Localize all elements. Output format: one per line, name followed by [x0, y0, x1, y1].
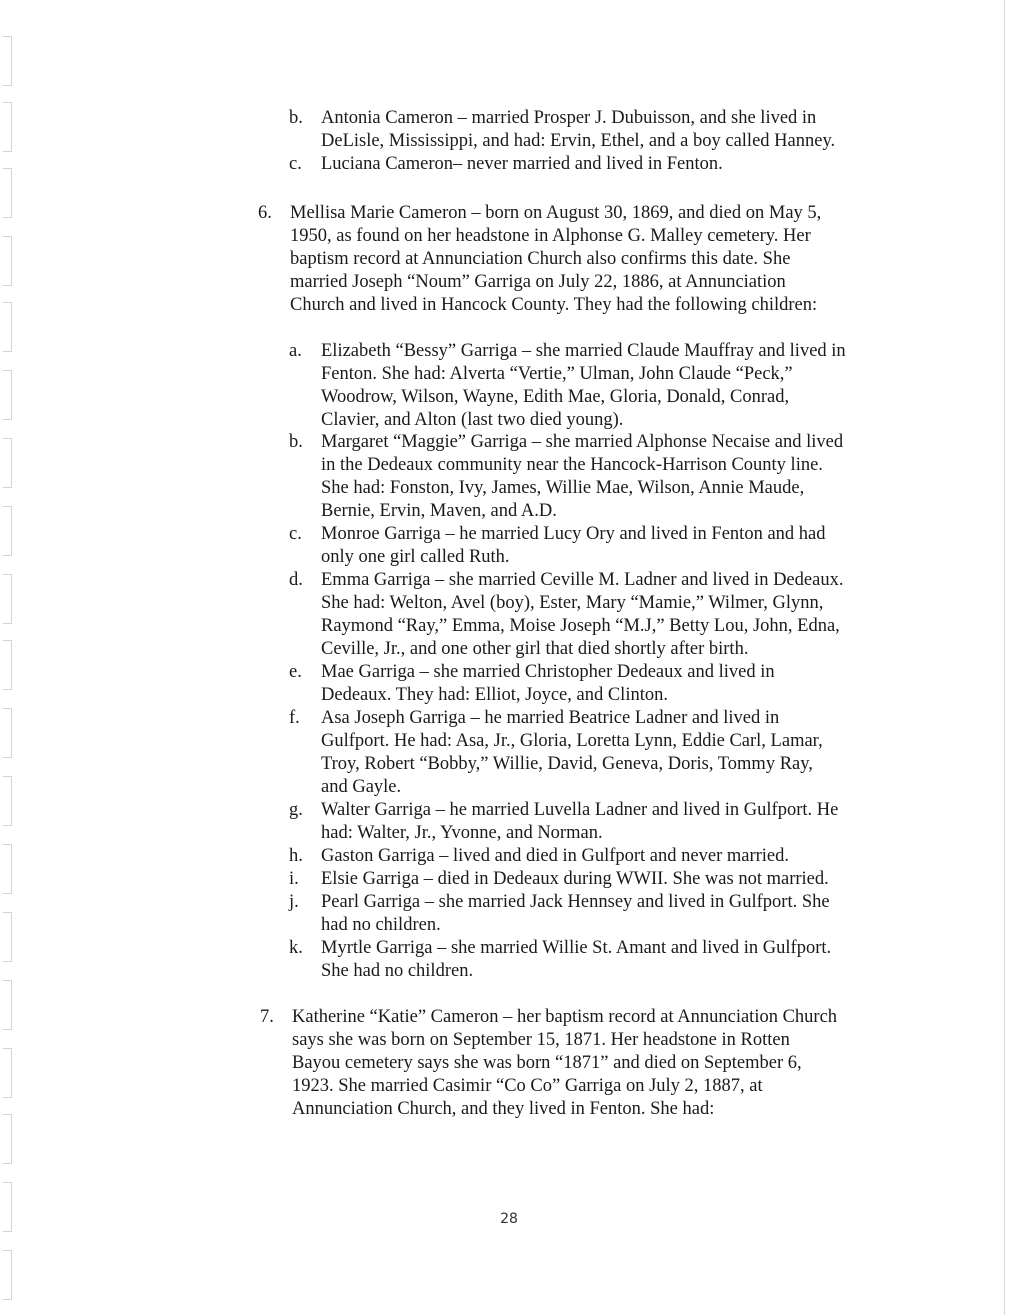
text-line: 1950, as found on her headstone in Alphonse G. Malley cemetery. Her [290, 226, 811, 246]
text-line: had: Walter, Jr., Yvonne, and Norman. [321, 823, 603, 843]
text-line: Mae Garriga – she married Christopher Dedeaux and lived in [321, 662, 775, 682]
text-line: only one girl called Ruth. [321, 547, 510, 567]
list-marker: j. [289, 892, 299, 912]
text-line: married Joseph “Noum” Garriga on July 22, 1886, at Annunciation [290, 272, 786, 292]
text-line: Antonia Cameron – married Prosper J. Dubuisson, and she lived in [321, 108, 817, 128]
text-line: Asa Joseph Garriga – he married Beatrice Ladner and lived in [321, 708, 780, 728]
list-marker: c. [289, 154, 302, 174]
text-line: Church and lived in Hancock County. They had the following children: [290, 295, 818, 315]
text-line: She had: Fonston, Ivy, James, Willie Mae, Wilson, Annie Maude, [321, 478, 805, 498]
list-marker: h. [289, 846, 303, 866]
text-line: had no children. [321, 915, 441, 935]
list-marker: 6. [258, 203, 272, 223]
text-line: Margaret “Maggie” Garriga – she married Alphonse Necaise and lived [321, 432, 844, 452]
text-line: Bayou cemetery says she was born “1871” and died on September 6, [292, 1053, 802, 1073]
list-marker: g. [289, 800, 303, 820]
list-marker: f. [289, 708, 300, 728]
text-line: Elsie Garriga – died in Dedeaux during WWII. She was not married. [321, 869, 829, 889]
text-line: Walter Garriga – he married Luvella Ladner and lived in Gulfport. He [321, 800, 839, 820]
text-line: Ceville, Jr., and one other girl that died shortly after birth. [321, 639, 749, 659]
text-line: Mellisa Marie Cameron – born on August 30, 1869, and died on May 5, [290, 203, 822, 223]
list-marker: b. [289, 108, 303, 128]
text-line: Troy, Robert “Bobby,” Willie, David, Geneva, Doris, Tommy Ray, [321, 754, 813, 774]
text-line: Monroe Garriga – he married Lucy Ory and lived in Fenton and had [321, 524, 826, 544]
text-line: in the Dedeaux community near the Hancock-Harrison County line. [321, 455, 823, 475]
text-line: Elizabeth “Bessy” Garriga – she married Claude Mauffray and lived in [321, 341, 846, 361]
text-line: baptism record at Annunciation Church also confirms this date. She [290, 249, 791, 269]
text-line: Bernie, Ervin, Maven, and A.D. [321, 501, 557, 521]
text-line: Pearl Garriga – she married Jack Hennsey and lived in Gulfport. She [321, 892, 830, 912]
text-line: Dedeaux. They had: Elliot, Joyce, and Clinton. [321, 685, 668, 705]
text-line: She had: Welton, Avel (boy), Ester, Mary “Mamie,” Wilmer, Glynn, [321, 593, 824, 613]
text-line: Myrtle Garriga – she married Willie St. Amant and lived in Gulfport. [321, 938, 832, 958]
list-marker: k. [289, 938, 303, 958]
text-line: and Gayle. [321, 777, 402, 797]
text-line: Woodrow, Wilson, Wayne, Edith Mae, Gloria, Donald, Conrad, [321, 387, 790, 407]
text-line: Luciana Cameron– never married and lived in Fenton. [321, 154, 723, 174]
text-line: Gulfport. He had: Asa, Jr., Gloria, Loretta Lynn, Eddie Carl, Lamar, [321, 731, 823, 751]
text-line: She had no children. [321, 961, 474, 981]
text-line: says she was born on September 15, 1871. Her headstone in Rotten [292, 1030, 790, 1050]
text-line: Raymond “Ray,” Emma, Moise Joseph “M.J,” Betty Lou, John, Edna, [321, 616, 840, 636]
text-line: Emma Garriga – she married Ceville M. Ladner and lived in Dedeaux. [321, 570, 844, 590]
page-number: 28 [500, 1211, 518, 1227]
list-marker: c. [289, 524, 302, 544]
list-marker: e. [289, 662, 302, 682]
list-marker: 7. [260, 1007, 274, 1027]
text-line: 1923. She married Casimir “Co Co” Garriga on July 2, 1887, at [292, 1076, 763, 1096]
text-line: Fenton. She had: Alverta “Vertie,” Ulman, John Claude “Peck,” [321, 364, 793, 384]
list-marker: a. [289, 341, 302, 361]
list-marker: i. [289, 869, 299, 889]
text-line: Katherine “Katie” Cameron – her baptism record at Annunciation Church [292, 1007, 838, 1027]
text-line: Gaston Garriga – lived and died in Gulfport and never married. [321, 846, 790, 866]
list-marker: d. [289, 570, 303, 590]
list-marker: b. [289, 432, 303, 452]
text-line: Clavier, and Alton (last two died young). [321, 410, 624, 430]
text-line: DeLisle, Mississippi, and had: Ervin, Ethel, and a boy called Hanney. [321, 131, 836, 151]
text-line: Annunciation Church, and they lived in Fenton. She had: [292, 1099, 715, 1119]
